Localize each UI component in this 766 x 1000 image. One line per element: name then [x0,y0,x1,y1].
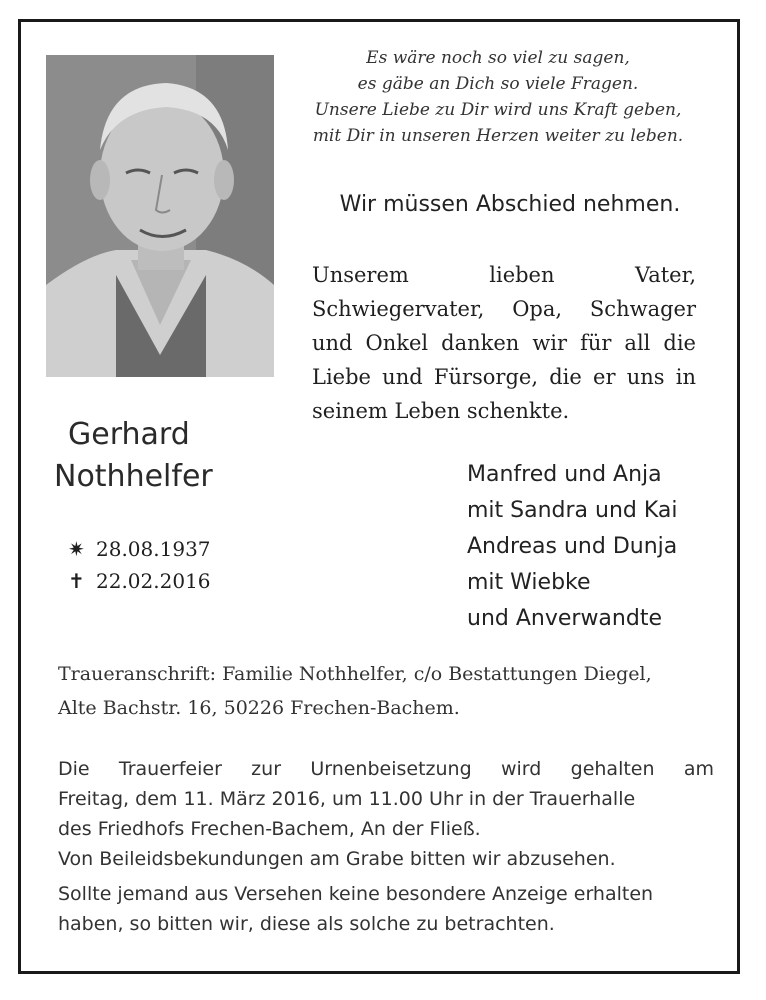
thanks-line: Unserem lieben Vater, [312,263,696,287]
ceremony-line: Von Beileidsbekundungen am Grabe bitten wir abzusehen. [58,848,616,870]
cross-icon: ✝ [68,569,85,593]
poem-line: es gäbe an Dich so viele Fragen. [357,74,639,94]
thanks-line: und Onkel danken wir für all die [312,331,696,355]
thanks-line: Liebe und Fürsorge, die er uns in [312,365,696,389]
life-dates [68,533,211,597]
mourner-line: mit Wiebke [467,570,591,595]
poem-line: Unsere Liebe zu Dir wird uns Kraft geben, [314,100,682,120]
first-name: Gerhard [68,417,190,452]
deceased-name [54,414,294,498]
last-name: Nothhelfer [54,459,213,494]
ceremony-notice [58,754,714,939]
death-date: 22.02.2016 [96,569,211,593]
death-row [68,565,211,597]
mourners-list [467,457,678,637]
poem-line: mit Dir in unseren Herzen weiter zu leben. [312,126,684,146]
mourner-line: mit Sandra und Kai [467,498,678,523]
poem-line: Es wäre noch so viel zu sagen, [366,48,630,68]
birth-row [68,533,211,565]
mourner-line: Andreas und Dunja [467,534,678,559]
farewell-heading: Wir müssen Abschied nehmen. [339,192,681,217]
thanks-line: seinem Leben schenkte. [312,399,570,423]
birth-date: 28.08.1937 [96,537,211,561]
ceremony-line: haben, so bitten wir, diese als solche zu betrachten. [58,913,555,935]
star-icon: ✷ [68,537,85,561]
address-line: Traueranschrift: Familie Nothhelfer, c/o Bestattungen Diegel, [58,663,652,685]
mourning-address [58,657,708,725]
thanks-line: Schwiegervater, Opa, Schwager [312,297,696,321]
mourner-line: Manfred und Anja [467,462,662,487]
thanks-text [312,258,696,428]
ceremony-line: Freitag, dem 11. März 2016, um 11.00 Uhr in der Trauerhalle [58,788,636,810]
portrait-photo [46,55,274,377]
address-line: Alte Bachstr. 16, 50226 Frechen-Bachem. [58,697,460,719]
ceremony-line: des Friedhofs Frechen-Bachem, An der Fließ. [58,818,481,840]
poem-verse [296,45,700,149]
mourner-line: und Anverwandte [467,606,662,631]
ceremony-line: Die Trauerfeier zur Urnenbeisetzung wird gehalten am [58,758,714,780]
ceremony-line: Sollte jemand aus Versehen keine besondere Anzeige erhalten [58,883,654,905]
